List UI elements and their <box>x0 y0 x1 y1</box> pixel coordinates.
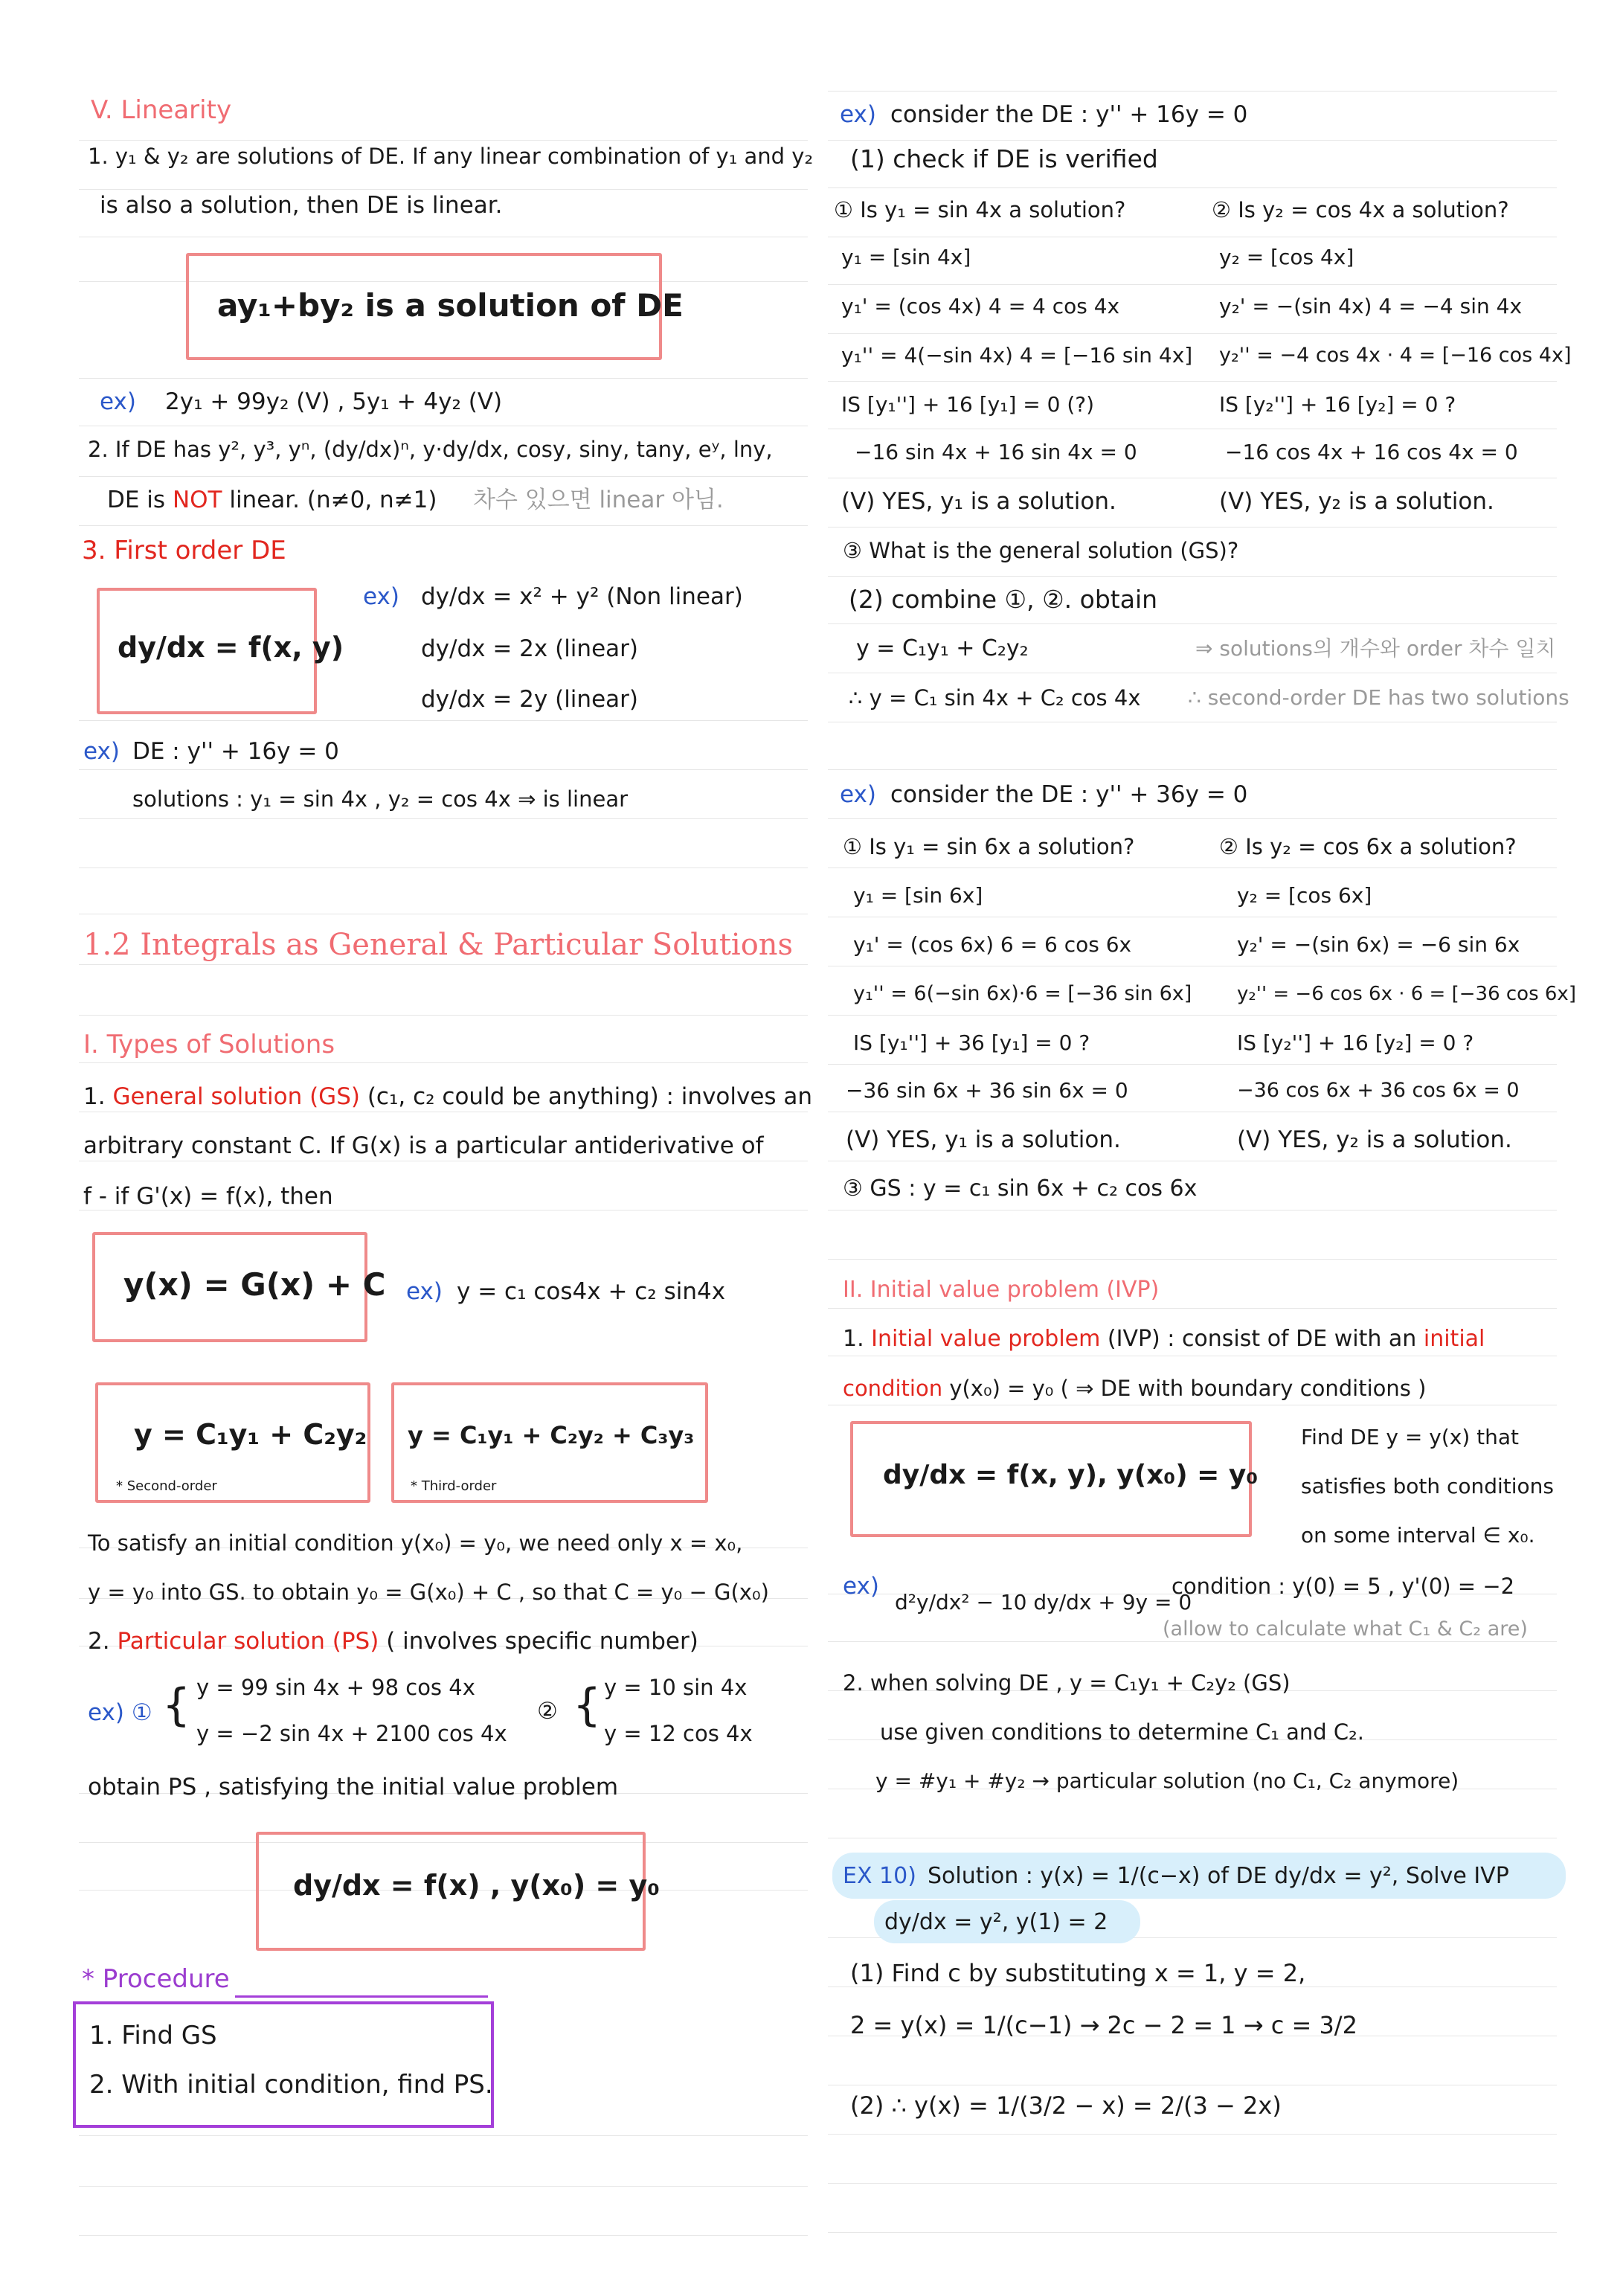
ruled-line <box>828 91 1557 92</box>
ivp-condition: condition : y(0) = 5 , y'(0) = −2 <box>1172 1574 1515 1599</box>
ps-label: Particular solution (PS) <box>117 1628 379 1655</box>
korean-note: 차수 있으면 linear 아님. <box>473 487 724 513</box>
ruled-line <box>79 2135 808 2136</box>
ps-example-label: ex) ① <box>88 1699 152 1726</box>
ex1-gs-question: ③ What is the general solution (GS)? <box>843 538 1239 563</box>
third-order-formula: y = C₁y₁ + C₂y₂ + C₃y₃ <box>408 1421 695 1449</box>
second-order-formula: y = C₁y₁ + C₂y₂ <box>134 1418 367 1451</box>
ivp-formula: dy/dx = f(x) , y(x₀) = y₀ <box>293 1869 660 1902</box>
rule-2b-post: linear. (n≠0, n≠1) <box>229 487 437 513</box>
ivp-label: Initial value problem <box>871 1326 1101 1352</box>
ex10-label: EX 10) <box>843 1863 916 1889</box>
ex2-c6: (V) YES, y₁ is a solution. <box>846 1126 1121 1153</box>
ivp-side-2: satisfies both conditions <box>1301 1474 1555 1498</box>
ivp-example: d²y/dx² − 10 dy/dx + 9y = 0 <box>895 1590 1192 1614</box>
ruled-line <box>79 476 808 477</box>
example-label: ex) <box>840 101 876 128</box>
ex2-c3: y₁'' = 6(−sin 6x)·6 = [−36 sin 6x] <box>853 982 1192 1005</box>
linearity-rule-2b <box>107 485 437 515</box>
ruled-line <box>828 1015 1557 1016</box>
ruled-line <box>79 1062 808 1063</box>
ruled-line <box>79 818 808 819</box>
ivp-mid: (IVP) : consist of DE with an <box>1107 1326 1417 1352</box>
ivp-post: y(x₀) = y₀ ( ⇒ DE with boundary conditions ) <box>949 1376 1427 1401</box>
ex1-gs-note-2: ∴ second-order DE has two solutions <box>1188 685 1569 710</box>
ruled-line <box>828 2134 1557 2135</box>
procedure-heading: * Procedure <box>82 1964 230 1994</box>
gs-formula: y(x) = G(x) + C <box>123 1266 386 1303</box>
ruled-line <box>79 1015 808 1016</box>
ex10-step-2: 2 = y(x) = 1/(c−1) → 2c − 2 = 1 → c = 3/2 <box>850 2011 1357 2039</box>
ruled-line <box>828 576 1557 577</box>
gs-number: 1. <box>83 1083 106 1110</box>
first-order-example-2: dy/dx = 2x (linear) <box>421 635 638 662</box>
ivp-condition-word: condition <box>843 1376 943 1401</box>
example-label: ex) <box>100 388 136 415</box>
ex2-d3: y₂'' = −6 cos 6x · 6 = [−36 cos 6x] <box>1237 983 1576 1005</box>
ruled-line <box>828 818 1557 819</box>
procedure-step-1: 1. Find GS <box>89 2021 217 2050</box>
gs-text: (c₁, c₂ could be anything) : involves an <box>367 1083 813 1110</box>
ex1-a1: y₁ = [sin 4x] <box>841 245 971 269</box>
ex1-b3: y₂'' = −4 cos 4x · 4 = [−16 cos 4x] <box>1219 344 1572 367</box>
ruled-line <box>828 333 1557 334</box>
ivp-heading: II. Initial value problem (IVP) <box>843 1277 1160 1303</box>
first-order-example-1: dy/dx = x² + y² (Non linear) <box>421 583 743 610</box>
ivp-number: 1. <box>843 1326 864 1352</box>
ivp-side-3: on some interval ∈ x₀. <box>1301 1523 1535 1548</box>
ic-line-1: To satisfy an initial condition y(x₀) = y₀, we need only x = x₀, <box>88 1530 743 1556</box>
ruled-line <box>79 2235 808 2236</box>
ivp-condition-note: (allow to calculate what C₁ & C₂ are) <box>1163 1617 1528 1641</box>
ps-obtain: obtain PS , satisfying the initial value problem <box>88 1774 619 1800</box>
ruled-line <box>79 769 808 770</box>
de-solutions: solutions : y₁ = sin 4x , y₂ = cos 4x ⇒ is linear <box>132 786 629 812</box>
ex1-question-b: ② Is y₂ = cos 4x a solution? <box>1212 197 1509 222</box>
ruled-line <box>79 140 808 141</box>
ps-example-1a: y = 99 sin 4x + 98 cos 4x <box>196 1675 475 1700</box>
brace-icon: { <box>573 1679 602 1731</box>
third-order-note: * Third-order <box>411 1478 497 1494</box>
first-order-example-3: dy/dx = 2y (linear) <box>421 686 638 713</box>
ex1-b6: (V) YES, y₂ is a solution. <box>1219 488 1494 515</box>
gs-label: General solution (GS) <box>112 1083 360 1110</box>
ruled-line <box>828 769 1557 770</box>
ex1-gs-note-1: ⇒ solutions의 개수와 order 차수 일치 <box>1195 636 1556 661</box>
ex2-d1: y₂ = [cos 6x] <box>1237 883 1372 908</box>
ex2-title: consider the DE : y'' + 36y = 0 <box>890 781 1248 808</box>
example-label: ex) <box>406 1278 443 1305</box>
ps-example-2-label: ② <box>537 1698 558 1725</box>
ex1-gs-2: ∴ y = C₁ sin 4x + C₂ cos 4x <box>849 685 1141 711</box>
right-column <box>812 0 1623 2296</box>
ruled-line <box>828 284 1557 285</box>
ps-line <box>88 1626 698 1656</box>
ivp-solve-3: y = #y₁ + #y₂ → particular solution (no C₁, C₂ anymore) <box>875 1769 1459 1793</box>
ruled-line <box>828 2232 1557 2233</box>
ex1-b4: IS [y₂''] + 16 [y₂] = 0 ? <box>1219 392 1456 417</box>
ex1-a2: y₁' = (cos 4x) 4 = 4 cos 4x <box>841 294 1120 318</box>
example-label: ex) <box>363 583 399 610</box>
ps-example-2a: y = 10 sin 4x <box>604 1675 748 1700</box>
ruled-line <box>79 2186 808 2187</box>
ruled-line <box>79 964 808 965</box>
ex1-b5: −16 cos 4x + 16 cos 4x = 0 <box>1225 440 1518 464</box>
ex2-d2: y₂' = −(sin 6x) = −6 sin 6x <box>1237 932 1520 957</box>
ex1-b1: y₂ = [cos 4x] <box>1219 245 1354 269</box>
gs-line-1 <box>83 1082 812 1112</box>
ex1-a4: IS [y₁''] + 16 [y₁] = 0 (?) <box>841 392 1095 417</box>
ruled-line <box>828 1308 1557 1309</box>
ex2-d6: (V) YES, y₂ is a solution. <box>1237 1126 1512 1153</box>
first-order-heading <box>82 536 286 565</box>
linearity-heading: V. Linearity <box>91 95 232 125</box>
example-label: ex) <box>843 1573 879 1600</box>
first-order-heading-text: 3. First order DE <box>82 536 286 565</box>
ex10-step-3: (2) ∴ y(x) = 1/(3/2 − x) = 2/(3 − 2x) <box>850 2091 1282 2120</box>
ex10-step-1: (1) Find c by substituting x = 1, y = 2, <box>850 1959 1306 1987</box>
ruled-line <box>79 189 808 190</box>
ruled-line <box>79 378 808 379</box>
ex1-gs-1: y = C₁y₁ + C₂y₂ <box>856 635 1029 661</box>
ruled-line <box>828 623 1557 624</box>
gs-line-2: arbitrary constant C. If G(x) is a particular antiderivative of <box>83 1132 764 1159</box>
ic-line-2: y = y₀ into GS. to obtain y₀ = G(x₀) + C , so that C = y₀ − G(x₀) <box>88 1580 769 1605</box>
ivp-side-1: Find DE y = y(x) that <box>1301 1425 1520 1449</box>
ps-number: 2. <box>88 1628 110 1655</box>
ex2-c1: y₁ = [sin 6x] <box>853 883 983 908</box>
ex1-a3: y₁'' = 4(−sin 4x) 4 = [−16 sin 4x] <box>841 343 1193 368</box>
linearity-rule-2a: 2. If DE has y², y³, yⁿ, (dy/dx)ⁿ, y·dy/dx, cosy, siny, tany, eʸ, lny, <box>88 437 773 462</box>
linearity-example: 2y₁ + 99y₂ (V) , 5y₁ + 4y₂ (V) <box>165 388 503 415</box>
section-1-2-heading: 1.2 Integrals as General & Particular Solutions <box>83 928 794 962</box>
ruled-line <box>79 720 808 721</box>
linear-combination-formula: ay₁+by₂ is a solution of DE <box>217 287 684 324</box>
ex1-question-a: ① Is y₁ = sin 4x a solution? <box>834 197 1126 222</box>
not-emphasis: NOT <box>172 487 222 513</box>
ivp-initial: initial <box>1423 1326 1485 1352</box>
de-example: DE : y'' + 16y = 0 <box>132 738 339 765</box>
ex10-text: Solution : y(x) = 1/(c−x) of DE dy/dx = y², Solve IVP <box>928 1863 1509 1889</box>
example-label: ex) <box>83 738 120 765</box>
ps-example-1b: y = −2 sin 4x + 2100 cos 4x <box>196 1721 507 1746</box>
ex1-check: (1) check if DE is verified <box>850 144 1158 173</box>
ruled-line <box>828 1259 1557 1260</box>
ex1-a6: (V) YES, y₁ is a solution. <box>841 488 1116 515</box>
types-heading: I. Types of Solutions <box>83 1030 335 1059</box>
procedure-step-2: 2. With initial condition, find PS. <box>89 2070 493 2100</box>
first-order-formula: dy/dx = f(x, y) <box>118 631 344 664</box>
ps-text: ( involves specific number) <box>386 1628 698 1655</box>
ex2-c4: IS [y₁''] + 36 [y₁] = 0 ? <box>853 1030 1090 1055</box>
ex2-question-b: ② Is y₂ = cos 6x a solution? <box>1219 834 1517 859</box>
ruled-line <box>828 2183 1557 2184</box>
ex1-b2: y₂' = −(sin 4x) 4 = −4 sin 4x <box>1219 294 1523 318</box>
gs-line-3: f - if G'(x) = f(x), then <box>83 1183 333 1210</box>
ivp-solve-2: use given conditions to determine C₁ and C₂. <box>880 1719 1364 1745</box>
ruled-line <box>828 187 1557 188</box>
procedure-underline <box>235 1995 488 1998</box>
ex1-a5: −16 sin 4x + 16 sin 4x = 0 <box>855 440 1137 464</box>
ex1-title: consider the DE : y'' + 16y = 0 <box>890 101 1248 128</box>
ivp-line-1 <box>843 1324 1485 1354</box>
ruled-line <box>828 381 1557 382</box>
ex2-c2: y₁' = (cos 6x) 6 = 6 cos 6x <box>853 932 1132 957</box>
ivp-line-2 <box>843 1373 1426 1403</box>
ps-example-2b: y = 12 cos 4x <box>604 1721 753 1746</box>
second-order-note: * Second-order <box>116 1478 217 1494</box>
linearity-rule-1b: is also a solution, then DE is linear. <box>100 192 503 219</box>
ex1-combine: (2) combine ①, ②. obtain <box>849 585 1158 614</box>
ex2-c5: −36 sin 6x + 36 sin 6x = 0 <box>846 1078 1128 1103</box>
rule-2b-pre: DE is <box>107 487 166 513</box>
gs-example: y = c₁ cos4x + c₂ sin4x <box>457 1278 726 1305</box>
linearity-rule-1a: 1. y₁ & y₂ are solutions of DE. If any linear combination of y₁ and y₂ <box>88 144 814 169</box>
ex10-text-2: dy/dx = y², y(1) = 2 <box>884 1909 1108 1935</box>
example-label: ex) <box>840 781 876 808</box>
ex2-d4: IS [y₂''] + 16 [y₂] = 0 ? <box>1237 1030 1474 1055</box>
ruled-line <box>828 140 1557 141</box>
ex2-question-a: ① Is y₁ = sin 6x a solution? <box>843 834 1135 859</box>
ex2-d5: −36 cos 6x + 36 cos 6x = 0 <box>1237 1079 1520 1102</box>
ivp-solve-1: 2. when solving DE , y = C₁y₁ + C₂y₂ (GS) <box>843 1670 1291 1696</box>
ex2-gs: ③ GS : y = c₁ sin 6x + c₂ cos 6x <box>843 1176 1198 1202</box>
ivp-formula: dy/dx = f(x, y), y(x₀) = y₀ <box>883 1460 1259 1490</box>
ruled-line <box>79 525 808 526</box>
brace-icon: { <box>162 1679 191 1731</box>
ruled-line <box>828 1064 1557 1065</box>
